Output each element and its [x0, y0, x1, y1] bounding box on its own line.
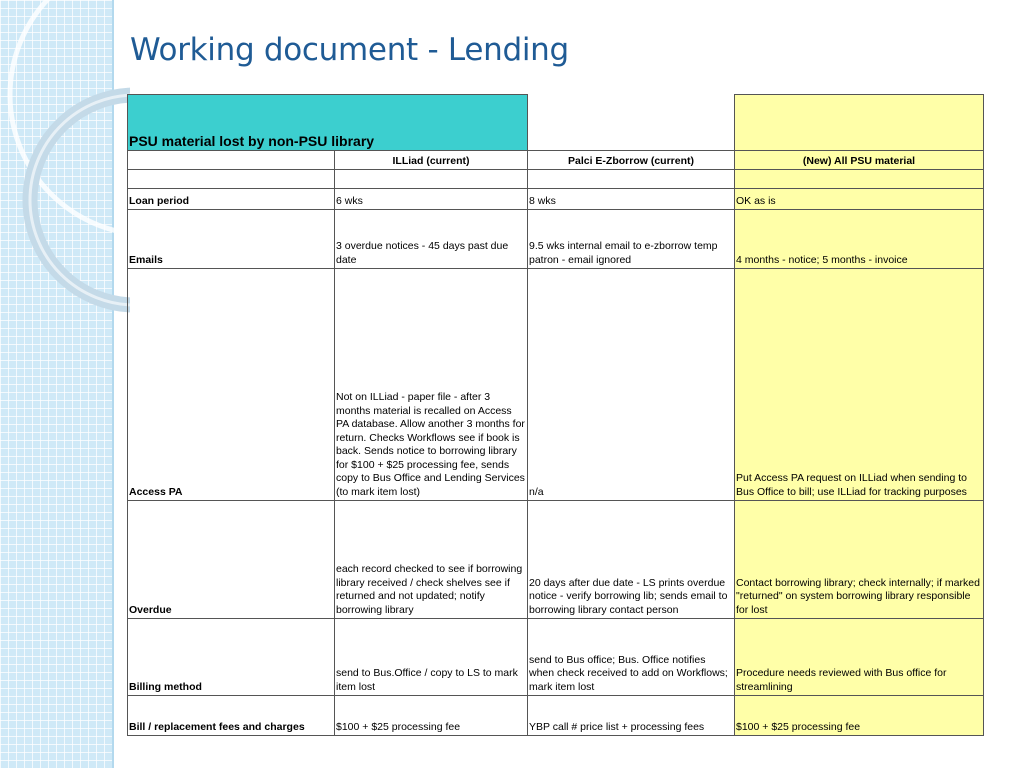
table-header-row: [128, 95, 984, 151]
illiad-cell: 6 wks: [335, 189, 528, 210]
row-label: Access PA: [128, 269, 335, 501]
spacer-cell: [735, 170, 984, 189]
row-label: Bill / replacement fees and charges: [128, 696, 335, 736]
lending-table: [127, 94, 984, 736]
row-label: Billing method: [128, 619, 335, 696]
new-cell: $100 + $25 processing fee: [735, 696, 984, 736]
header-blank-cell: [528, 95, 735, 151]
illiad-cell: each record checked to see if borrowing library received / check shelves see if returned and not updated; notify borrowing library: [335, 501, 528, 619]
header-new-cell: [735, 95, 984, 151]
ezborrow-cell: 9.5 wks internal email to e-zborrow temp patron - email ignored: [528, 210, 735, 269]
spacer-cell: [128, 170, 335, 189]
table-row: [128, 619, 984, 696]
section-heading: PSU material lost by non-PSU library: [128, 95, 528, 151]
column-header-new: (New) All PSU material: [735, 151, 984, 170]
column-header-ezborrow: Palci E-Zborrow (current): [528, 151, 735, 170]
slide-title: Working document - Lending: [130, 32, 569, 68]
new-cell: Contact borrowing library; check internally; if marked "returned" on system borrowing library responsible for lost: [735, 501, 984, 619]
spacer-cell: [335, 170, 528, 189]
new-cell: Put Access PA request on ILLiad when sending to Bus Office to bill; use ILLiad for tracking purposes: [735, 269, 984, 501]
row-label: Emails: [128, 210, 335, 269]
column-header-empty: [128, 151, 335, 170]
spacer-row: [128, 170, 984, 189]
decorative-circles: [0, 0, 130, 768]
illiad-cell: $100 + $25 processing fee: [335, 696, 528, 736]
illiad-cell: 3 overdue notices - 45 days past due date: [335, 210, 528, 269]
ezborrow-cell: YBP call # price list + processing fees: [528, 696, 735, 736]
row-label: Overdue: [128, 501, 335, 619]
new-cell: OK as is: [735, 189, 984, 210]
table-row: [128, 269, 984, 501]
column-header-row: [128, 151, 984, 170]
column-header-illiad: ILLiad (current): [335, 151, 528, 170]
ezborrow-cell: send to Bus office; Bus. Office notifies when check received to add on Workflows; mark item lost: [528, 619, 735, 696]
table-row: [128, 501, 984, 619]
ezborrow-cell: 20 days after due date - LS prints overdue notice - verify borrowing lib; sends email to borrowing library contact person: [528, 501, 735, 619]
new-cell: 4 months - notice; 5 months - invoice: [735, 210, 984, 269]
ezborrow-cell: n/a: [528, 269, 735, 501]
table-row: [128, 696, 984, 736]
illiad-cell: send to Bus.Office / copy to LS to mark item lost: [335, 619, 528, 696]
ezborrow-cell: 8 wks: [528, 189, 735, 210]
new-cell: Procedure needs reviewed with Bus office for streamlining: [735, 619, 984, 696]
table-row: [128, 210, 984, 269]
row-label: Loan period: [128, 189, 335, 210]
spacer-cell: [528, 170, 735, 189]
table-row: [128, 189, 984, 210]
illiad-cell: Not on ILLiad - paper file - after 3 months material is recalled on Access PA database. Allow another 3 months for return. Checks Workflows see if book is back. Sends notice to borrowing library for $100 + $25 processing fee, sends copy to Bus Office and Lending Services (to mark item lost): [335, 269, 528, 501]
